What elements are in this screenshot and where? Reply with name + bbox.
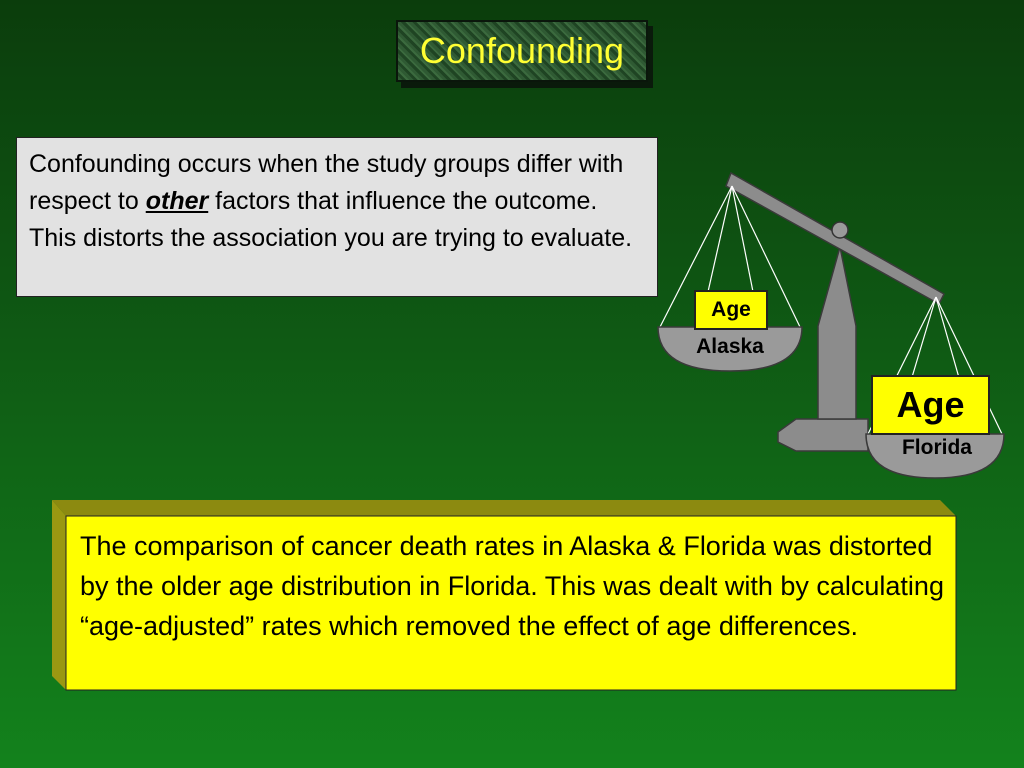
note-box-bevel-left	[52, 500, 66, 690]
scale-base	[778, 419, 868, 451]
right-pan-label: Florida	[901, 436, 972, 459]
definition-emphasis: other	[145, 187, 209, 215]
slide-title: Confounding	[419, 30, 625, 71]
note-box-bevel-top	[52, 500, 956, 516]
right-weight-label: Age	[871, 375, 990, 435]
note-text: The comparison of cancer death rates in Alaska & Florida was distorted by the older age distribution in Florida. This was dealt with by calculating “age-adjusted” rates which removed the effect of age differences.	[80, 531, 944, 641]
scale-pivot	[832, 222, 848, 238]
scale-post	[818, 247, 856, 419]
definition-text-part2: factors that influence the outcome. This distorts the association you are trying to evaluate.	[29, 187, 633, 252]
definition-text-part1: Confounding occurs when the study groups differ with respect to	[29, 150, 624, 215]
left-weight-label: Age	[694, 290, 768, 330]
left-pan-label: Alaska	[696, 335, 764, 358]
